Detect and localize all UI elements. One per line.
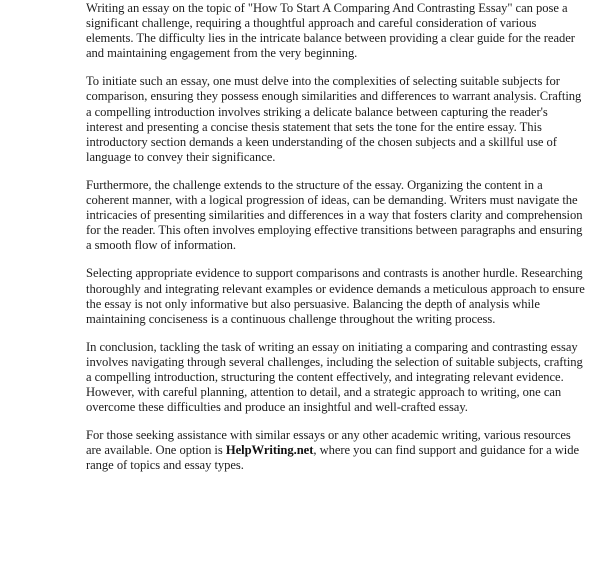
paragraph-structure: Furthermore, the challenge extends to the structure of the essay. Organizing the content in a coherent manner, with a logical progression of ideas, can be demanding. Writers must navigate the intricacies of presenting similarities and differences in a way that fosters clarity and comprehension for the reader. This often involves employing effective transitions between paragraphs and ensuring a smooth flow of information. — [86, 177, 583, 253]
paragraph-intro: Writing an essay on the topic of "How To Start A Comparing And Contrasting Essay" can pose a significant challenge, requiring a thoughtful approach and careful consideration of various elements. The difficulty lies in the intricate balance between providing a clear guide for the reader and maintaining engagement from the very beginning. — [86, 1, 575, 61]
paragraph-evidence: Selecting appropriate evidence to support comparisons and contrasts is another hurdle. Researching thoroughly and integrating relevant examples or evidence demands a meticulous approach to ensure the essay is not only informative but also persuasive. Balancing the depth of analysis while maintaining conciseness is a continuous challenge throughout the writing process. — [86, 266, 585, 326]
closing-text-after: , where you can find support and guidance for a wide range of topics and essay types. — [86, 443, 580, 473]
paragraph-initiation: To initiate such an essay, one must delve into the complexities of selecting suitable subjects for comparison, ensuring they possess enough similarities and differences to warrant analysis. Crafting a compelling introduction involves striking a delicate balance between capturing the reader's interest and presenting a concise thesis statement that sets the tone for the entire essay. This introductory section demands a keen understanding of the chosen subjects and a skillful use of language to convey their significance. — [86, 74, 582, 164]
essay-document — [86, 1, 586, 487]
paragraph-closing — [86, 428, 586, 473]
helpwriting-link[interactable]: HelpWriting.net — [225, 443, 314, 458]
paragraph-conclusion: In conclusion, tackling the task of writing an essay on initiating a comparing and contrasting essay involves navigating through several challenges, including the selection of suitable subjects, crafting a compelling introduction, structuring the content effectively, and integrating relevant evidence. However, with careful planning, attention to detail, and a strategic approach to writing, one can overcome these difficulties and produce an insightful and well-crafted essay. — [86, 339, 583, 415]
closing-text-before: For those seeking assistance with similar essays or any other academic writing, various resources are available. One option is — [86, 428, 571, 458]
